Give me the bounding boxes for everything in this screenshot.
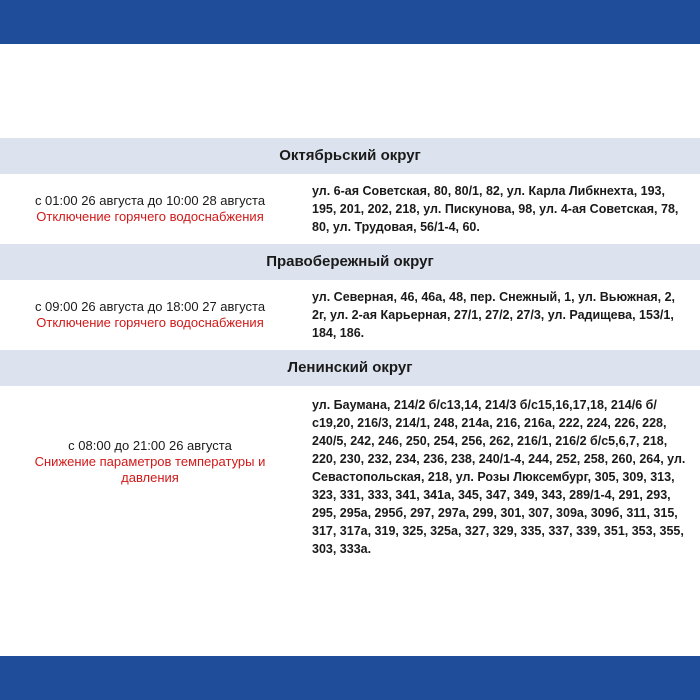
time-range: с 08:00 до 21:00 26 августа (68, 438, 232, 453)
event-type: Отключение горячего водоснабжения (36, 315, 264, 330)
district-header-pravoberezhny (0, 244, 700, 280)
schedule-cell (0, 193, 300, 225)
time-range: с 09:00 26 августа до 18:00 27 августа (34, 299, 266, 314)
district-title: Октябрьский округ (279, 147, 421, 164)
top-banner (0, 0, 700, 44)
address-list: ул. Северная, 46, 46а, 48, пер. Снежный, 1, ул. Вьюжная, 2, 2г, ул. 2-ая Карьерная, 27/1, 27/2, 27/3, ул. Радищева, 153/1, 184, 186. (312, 290, 675, 340)
address-list: ул. 6-ая Советская, 80, 80/1, 82, ул. Карла Либкнехта, 193, 195, 201, 202, 218, ул. Пискунова, 98, ул. 4-ая Советская, 78, 80, ул. Трудовая, 56/1-4, 60. (312, 184, 679, 234)
district-title: Правобережный округ (266, 253, 434, 270)
address-list: ул. Баумана, 214/2 б/с13,14, 214/3 б/с15,16,17,18, 214/6 б/с19,20, 216/3, 214/1, 248, 214а, 216, 216а, 222, 224, 226, 228, 240/5, 242, 246, 250, 254, 256, 262, 216/1, 216/2 б/с5,6,7, 218, 220, 230, 232, 234, 236, 238, 240/1-4, 244, 252, 258, 260, 264, ул. Севастопольская, 218, ул. Розы Люксембург, 305, 309, 313, 323, 331, 333, 341, 341а, 345, 347, 349, 343, 289/1-4, 291, 293, 295, 295а, 295б, 297, 297а, 299, 301, 307, 309а, 309б, 311, 315, 317, 317а, 319, 325, 325а, 327, 329, 335, 337, 339, 351, 353, 355, 303, 333а. (312, 398, 686, 556)
schedule-cell (0, 299, 300, 331)
district-header-oktyabrsky (0, 138, 700, 174)
event-type: Отключение горячего водоснабжения (36, 209, 264, 224)
district-title: Ленинский округ (287, 359, 413, 376)
section-row-pravoberezhny (0, 280, 700, 350)
district-header-leninsky (0, 350, 700, 386)
event-type: Снижение параметров температуры и давления (34, 454, 266, 485)
time-range: с 01:00 26 августа до 10:00 28 августа (34, 193, 266, 208)
bottom-banner (0, 656, 700, 700)
section-row-leninsky (0, 386, 700, 554)
section-row-oktyabrsky (0, 174, 700, 244)
schedule-cell (0, 438, 300, 486)
